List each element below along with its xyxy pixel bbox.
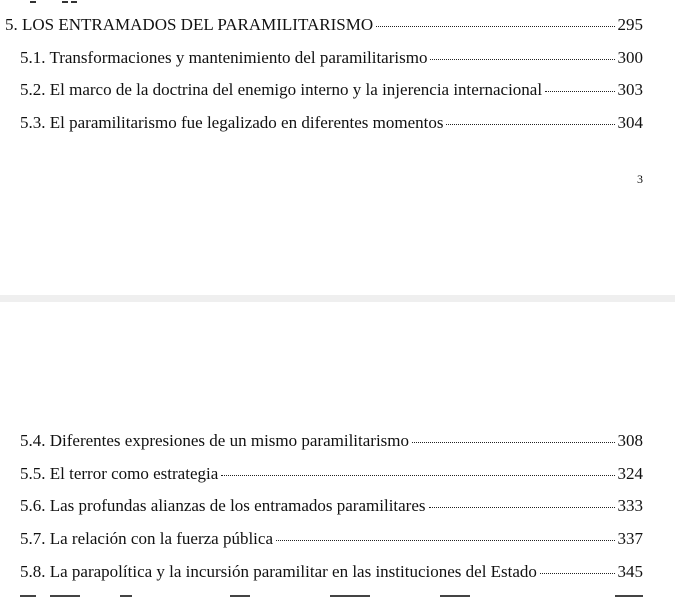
toc-entry-5-2[interactable] <box>20 80 643 100</box>
toc-entry-title: 5.6. Las profundas alianzas de los entramados paramilitares <box>20 496 426 515</box>
toc-entry-page-number: 295 <box>617 15 643 34</box>
toc-entry-title: 5.2. El marco de la doctrina del enemigo interno y la injerencia internacional <box>20 80 543 99</box>
toc-entry-5-4[interactable] <box>20 431 643 451</box>
toc-entry-5-6[interactable] <box>20 496 643 516</box>
toc-dot-leader <box>412 442 614 443</box>
toc-entry-5-7[interactable] <box>20 529 643 549</box>
toc-entry-title: 5.1. Transformaciones y mantenimiento del paramilitarismo <box>20 48 428 67</box>
toc-entry-title: 5.7. La relación con la fuerza pública <box>20 529 273 548</box>
toc-dot-leader <box>376 26 614 27</box>
toc-dot-leader <box>276 540 615 541</box>
toc-entry-title: 5.8. La parapolítica y la incursión paramilitar en las instituciones del Estado <box>20 562 537 581</box>
toc-entry-title: 5.5. El terror como estrategia <box>20 464 219 483</box>
toc-entry-page-number: 333 <box>617 496 643 515</box>
toc-dot-leader <box>430 59 614 60</box>
toc-entry-page-number: 308 <box>617 431 643 450</box>
toc-dot-leader <box>545 91 614 92</box>
toc-entry-chapter-5[interactable] <box>5 15 643 35</box>
toc-entry-title: 5.4. Diferentes expresiones de un mismo paramilitarismo <box>20 431 410 450</box>
toc-entry-page-number: 304 <box>617 113 643 132</box>
toc-dot-leader <box>429 507 615 508</box>
clipped-glyph <box>62 1 68 3</box>
toc-entry-5-5[interactable] <box>20 464 643 484</box>
document-page-bottom <box>0 302 675 597</box>
toc-entry-page-number: 300 <box>617 48 643 67</box>
clipped-glyph <box>30 1 36 3</box>
toc-entry-title: 5.3. El paramilitarismo fue legalizado en diferentes momentos <box>20 113 444 132</box>
toc-entry-5-1[interactable] <box>20 48 643 68</box>
toc-entry-5-3[interactable] <box>20 113 643 133</box>
clipped-glyph <box>71 1 77 3</box>
toc-dot-leader <box>221 475 614 476</box>
clipped-previous-line <box>0 0 675 3</box>
clipped-next-line <box>0 592 675 597</box>
toc-entry-5-8[interactable] <box>20 562 643 582</box>
toc-entry-title: 5. LOS ENTRAMADOS DEL PARAMILITARISMO <box>5 15 374 34</box>
toc-entry-page-number: 303 <box>617 80 643 99</box>
toc-dot-leader <box>540 573 615 574</box>
toc-entry-page-number: 345 <box>617 562 643 581</box>
document-page-top <box>0 0 675 295</box>
page-separator <box>0 295 675 302</box>
toc-dot-leader <box>446 124 614 125</box>
toc-entry-page-number: 324 <box>617 464 643 483</box>
page-footer-number: 3 <box>637 172 643 186</box>
toc-entry-page-number: 337 <box>617 529 643 548</box>
